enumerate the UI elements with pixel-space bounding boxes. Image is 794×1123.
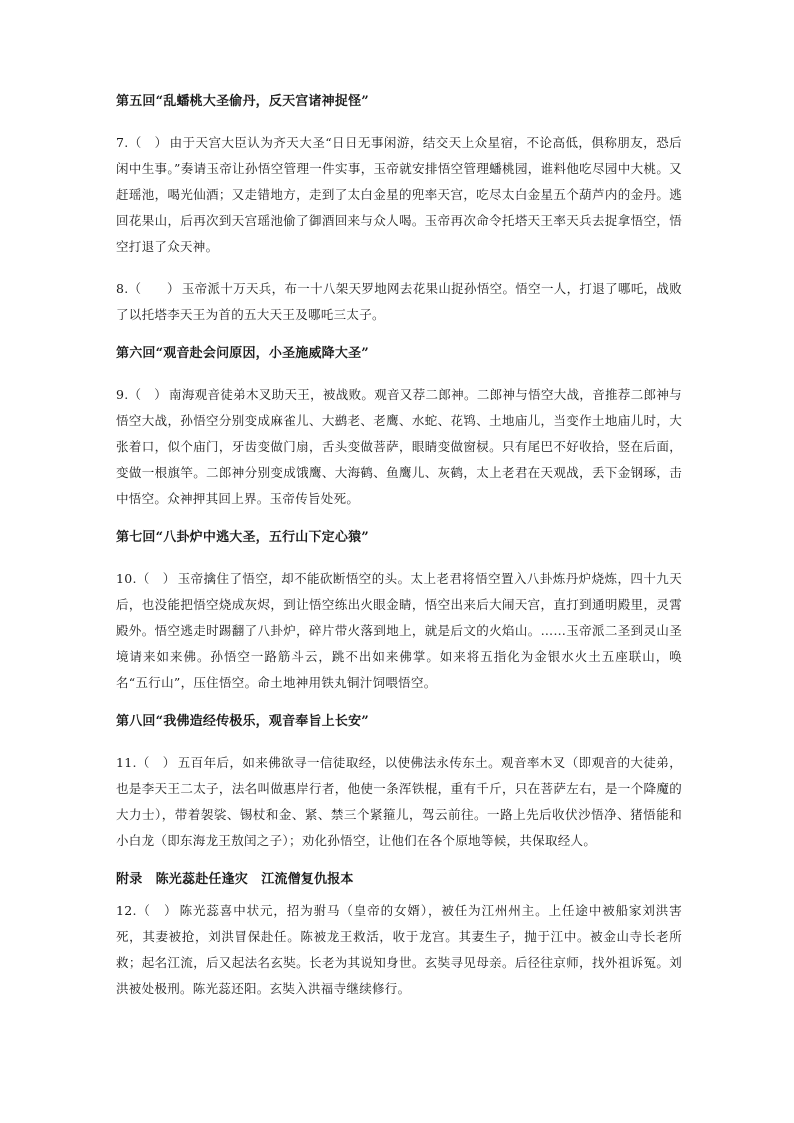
question-8-number: 8.（ ） [116, 281, 180, 296]
question-7-number: 7.（ ） [116, 135, 168, 150]
question-10 [116, 566, 682, 696]
chapter-6-heading: 第六回“观音赴会问原因，小圣施威降大圣” [116, 346, 369, 361]
question-9-text: 南海观音徒弟木叉助天王，被战败。观音又荐二郎神。二郎神与悟空大战，音推荐二郎神与悟空大战，孙悟空分别变成麻雀儿、大鹚老、老鹰、水蛇、花鸨、土地庙儿，当变作土地庙儿时，大张着口，似个庙门，牙齿变做门扇，舌头变做菩萨，眼睛变做窗棂。只有尾巴不好收拾，竖在后面，变做一根旗竿。二郎神分别变成饿鹰、大海鹤、鱼鹰儿、灰鹤，太上老君在天观战，丢下金钢琢，击中悟空。众神押其回上界。玉帝传旨处死。 [116, 387, 682, 506]
question-7 [116, 130, 682, 260]
question-11-text: 五百年后，如来佛欲寻一信徒取经，以使佛法永传东土。观音率木叉（即观音的大徒弟，也是李天王二太子，法名叫做惠岸行者，他使一条浑铁棍，重有千斤，只在菩萨左右，是一个降魔的大力士），带着袈裟、锡杖和金、紧、禁三个紧箍儿，驾云前往。一路上先后收伏沙悟净、猪悟能和小白龙（即东海龙王敖闰之子）；劝化孙悟空，让他们在各个原地等候，共保取经人。 [116, 755, 682, 848]
question-11-number: 11.（ ） [116, 755, 176, 770]
question-7-text: 由于天宫大臣认为齐天大圣“日日无事闲游，结交天上众星宿，不论高低，俱称朋友，恐后闲中生事。”奏请玉帝让孙悟空管理一件实事，玉帝就安排悟空管理蟠桃园，谁料他吃尽园中大桃。又赶瑶池，喝光仙酒；又走错地方，走到了太白金星的兜率天宫，吃尽太白金星五个葫芦内的金丹。逃回花果山，后再次到天宫瑶池偷了御酒回来与众人喝。玉帝再次命令托塔天王率天兵去捉拿悟空，悟空打退了众天神。 [116, 135, 682, 254]
question-12-text: 陈光蕊喜中状元，招为驸马（皇帝的女婿），被任为江州州主。上任途中被船家刘洪害死，其妻被抢，刘洪冒保赴任。陈被龙王救活，收于龙宫。其妻生子，抛于江中。被金山寺长老所救；起名江流，后又起法名玄奘。长老为其说知身世。玄奘寻见母亲。后径往京师，找外祖诉冤。刘洪被处极刑。陈光蕊还阳。玄奘入洪福寺继续修行。 [116, 903, 682, 996]
chapter-8-heading: 第八回“我佛造经传极乐，观音奉旨上长安” [116, 714, 369, 729]
question-10-text: 玉帝擒住了悟空，却不能砍断悟空的头。太上老君将悟空置入八卦炼丹炉烧炼，四十九天后，也没能把悟空烧成灰烬，到让悟空练出火眼金睛，悟空出来后大闹天宫，直打到通明殿里，灵霄殿外。悟空逃走时踢翻了八卦炉，碎片带火落到地上，就是后文的火焰山。……玉帝派二圣到灵山圣境请来如来佛。孙悟空一路筋斗云，跳不出如来佛掌。如来将五指化为金银水火土五座联山，唤名“五行山”，压住悟空。命土地神用铁丸铜汁饲喂悟空。 [116, 571, 682, 690]
question-9 [116, 382, 682, 512]
question-9-number: 9.（ ） [116, 387, 168, 402]
chapter-5-heading: 第五回“乱蟠桃大圣偷丹，反天宫诸神捉怪” [116, 94, 369, 109]
question-11 [116, 750, 682, 854]
question-12-number: 12.（ ） [116, 903, 178, 918]
appendix-heading: 附录 陈光蕊赴任逢灾 江流僧复仇报本 [116, 872, 354, 887]
chapter-7-heading: 第七回“八卦炉中逃大圣，五行山下定心猿” [116, 530, 369, 545]
question-12 [116, 898, 682, 1002]
question-8 [116, 276, 682, 328]
question-10-number: 10.（ ） [116, 571, 176, 586]
question-8-text: 玉帝派十万天兵，布一十八架天罗地网去花果山捉孙悟空。悟空一人，打退了哪吒，战败了以托塔李天王为首的五大天王及哪吒三太子。 [116, 281, 682, 322]
